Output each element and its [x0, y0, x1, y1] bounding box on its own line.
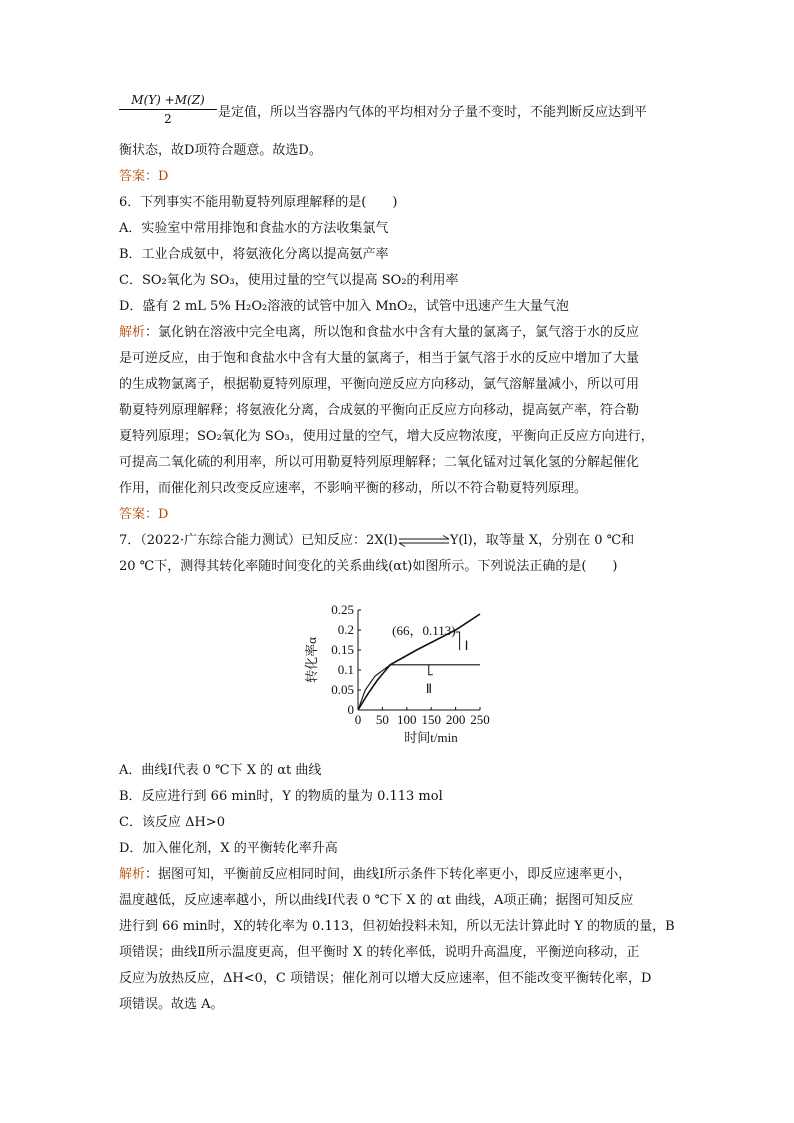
q7-analysis-line: 反应为放热反应，ΔH<0，C 项错误；催化剂可以增大反应速率，但不能改变平衡转化率，D: [119, 971, 652, 986]
fraction-denominator: 2: [164, 112, 172, 126]
q6-analysis-line: 解析：氯化钠在溶液中完全电离，所以饱和食盐水中含有大量的氯离子，氯气溶于水的反应: [119, 325, 640, 340]
q6-analysis-line: 是可逆反应，由于饱和食盐水中含有大量的氯离子，相当于氯气溶于水的反应中增加了大量: [119, 351, 640, 366]
answer-5: 答案：D: [119, 169, 169, 184]
q7-analysis-line: 项错误。故选 A。: [119, 997, 224, 1012]
x-tick-label: 200: [445, 712, 466, 727]
series-2-leader: [429, 665, 433, 675]
x-tick-label: 150: [421, 712, 441, 727]
x-axis-label: 时间t/min: [404, 730, 458, 745]
q6-analysis-label: 解析: [119, 325, 146, 340]
series-1-leader: [456, 632, 460, 650]
fraction: [119, 92, 217, 127]
y-tick-label: 0.15: [331, 642, 354, 657]
series-1-label: Ⅰ: [464, 638, 469, 653]
q6-option-b: B．工业合成氨中，将氨液化分离以提高氨产率: [119, 247, 389, 262]
point-annotation: (66，0.113): [392, 622, 456, 638]
q7-option-c: C．该反应 ΔH>0: [119, 815, 225, 830]
q6-analysis-line: 夏特列原理；SO₂氧化为 SO₃，使用过量的空气，增大反应物浓度，平衡向正反应方向进行，: [119, 429, 654, 444]
x-tick-label: 50: [375, 712, 389, 727]
y-tick-label: 0: [347, 702, 354, 717]
series-2-label: Ⅱ: [425, 680, 433, 696]
q6-option-a: A．实验室中常用排饱和食盐水的方法收集氯气: [119, 221, 389, 236]
x-tick-label: 0: [354, 712, 362, 727]
q7-analysis-label: 解析: [119, 867, 146, 882]
q6-analysis-line: 作用，而催化剂只改变反应速率，不影响平衡的移动，所以不符合勒夏特列原理。: [119, 481, 588, 496]
q7-analysis-line: 温度越低，反应速率越小，所以曲线Ⅰ代表 0 ℃下 X 的 αt 曲线，A项正确；据图可知反应: [119, 893, 634, 908]
intro-line-2: 衡状态，故D项符合题意。故选D。: [119, 143, 322, 158]
q7-stem-1: 7．（2022·广东综合能力测试）已知反应：2X(l) Y(l)，取等量 X，分别在 0 ℃和: [119, 533, 635, 548]
q7-analysis-line: 项错误；曲线Ⅱ所示温度更高，但平衡时 X 的转化率低，说明升高温度，平衡逆向移动，正: [119, 945, 640, 960]
y-tick-label: 0.25: [331, 602, 354, 617]
intro-text: 是定值，所以当容器内气体的平均相对分子量不变时，不能判断反应达到平: [218, 105, 648, 120]
y-axis-label: 转化率α: [304, 637, 319, 683]
x-tick-label: 250: [470, 712, 490, 727]
q7-option-d: D．加入催化剂，X 的平衡转化率升高: [119, 841, 338, 856]
q7-option-a: A．曲线Ⅰ代表 0 ℃下 X 的 αt 曲线: [119, 763, 322, 778]
y-tick-label: 0.2: [337, 622, 354, 637]
q7-option-b: B．反应进行到 66 min时，Y 的物质的量为 0.113 mol: [119, 789, 443, 804]
x-tick-label: 100: [397, 712, 417, 727]
q7-analysis-line: 进行到 66 min时，X的转化率为 0.113，但初始投料未知，所以无法计算此时 Y 的物质的量，B: [119, 919, 675, 934]
q6-option-d: D．盛有 2 mL 5% H₂O₂溶液的试管中加入 MnO₂，试管中迅速产生大量气泡: [119, 299, 569, 314]
q6-stem: 6．下列事实不能用勒夏特列原理解释的是( ): [119, 195, 398, 210]
q6-analysis-line: 勒夏特列原理解释；将氨液化分离，合成氨的平衡向正反应方向移动，提高氨产率，符合勒: [119, 403, 640, 418]
equilibrium-arrow-icon: [398, 535, 450, 547]
y-tick-label: 0.05: [331, 682, 354, 697]
q6-analysis-line: 的生成物氯离子，根据勒夏特列原理，平衡向逆反应方向移动，氯气溶解量减小，所以可用: [119, 377, 640, 392]
q7-stem-2: 20 ℃下，测得其转化率随时间变化的关系曲线(αt)如图所示。下列说法正确的是( ): [119, 559, 618, 574]
q7-analysis-line: 解析：据图可知，平衡前反应相同时间，曲线Ⅰ所示条件下转化率更小，即反应速率更小，: [119, 867, 632, 882]
conversion-chart: [298, 600, 498, 752]
q6-option-c: C．SO₂氧化为 SO₃，使用过量的空气以提高 SO₂的利用率: [119, 273, 459, 288]
q6-analysis-line: 可提高二氧化硫的利用率，所以可用勒夏特列原理解释；二氧化锰对过氧化氢的分解起催化: [119, 455, 640, 470]
series-line-2: [358, 665, 480, 710]
answer-6: 答案：D: [119, 507, 169, 522]
y-tick-label: 0.1: [337, 662, 354, 677]
fraction-numerator: M(Y) +M(Z): [131, 93, 205, 107]
